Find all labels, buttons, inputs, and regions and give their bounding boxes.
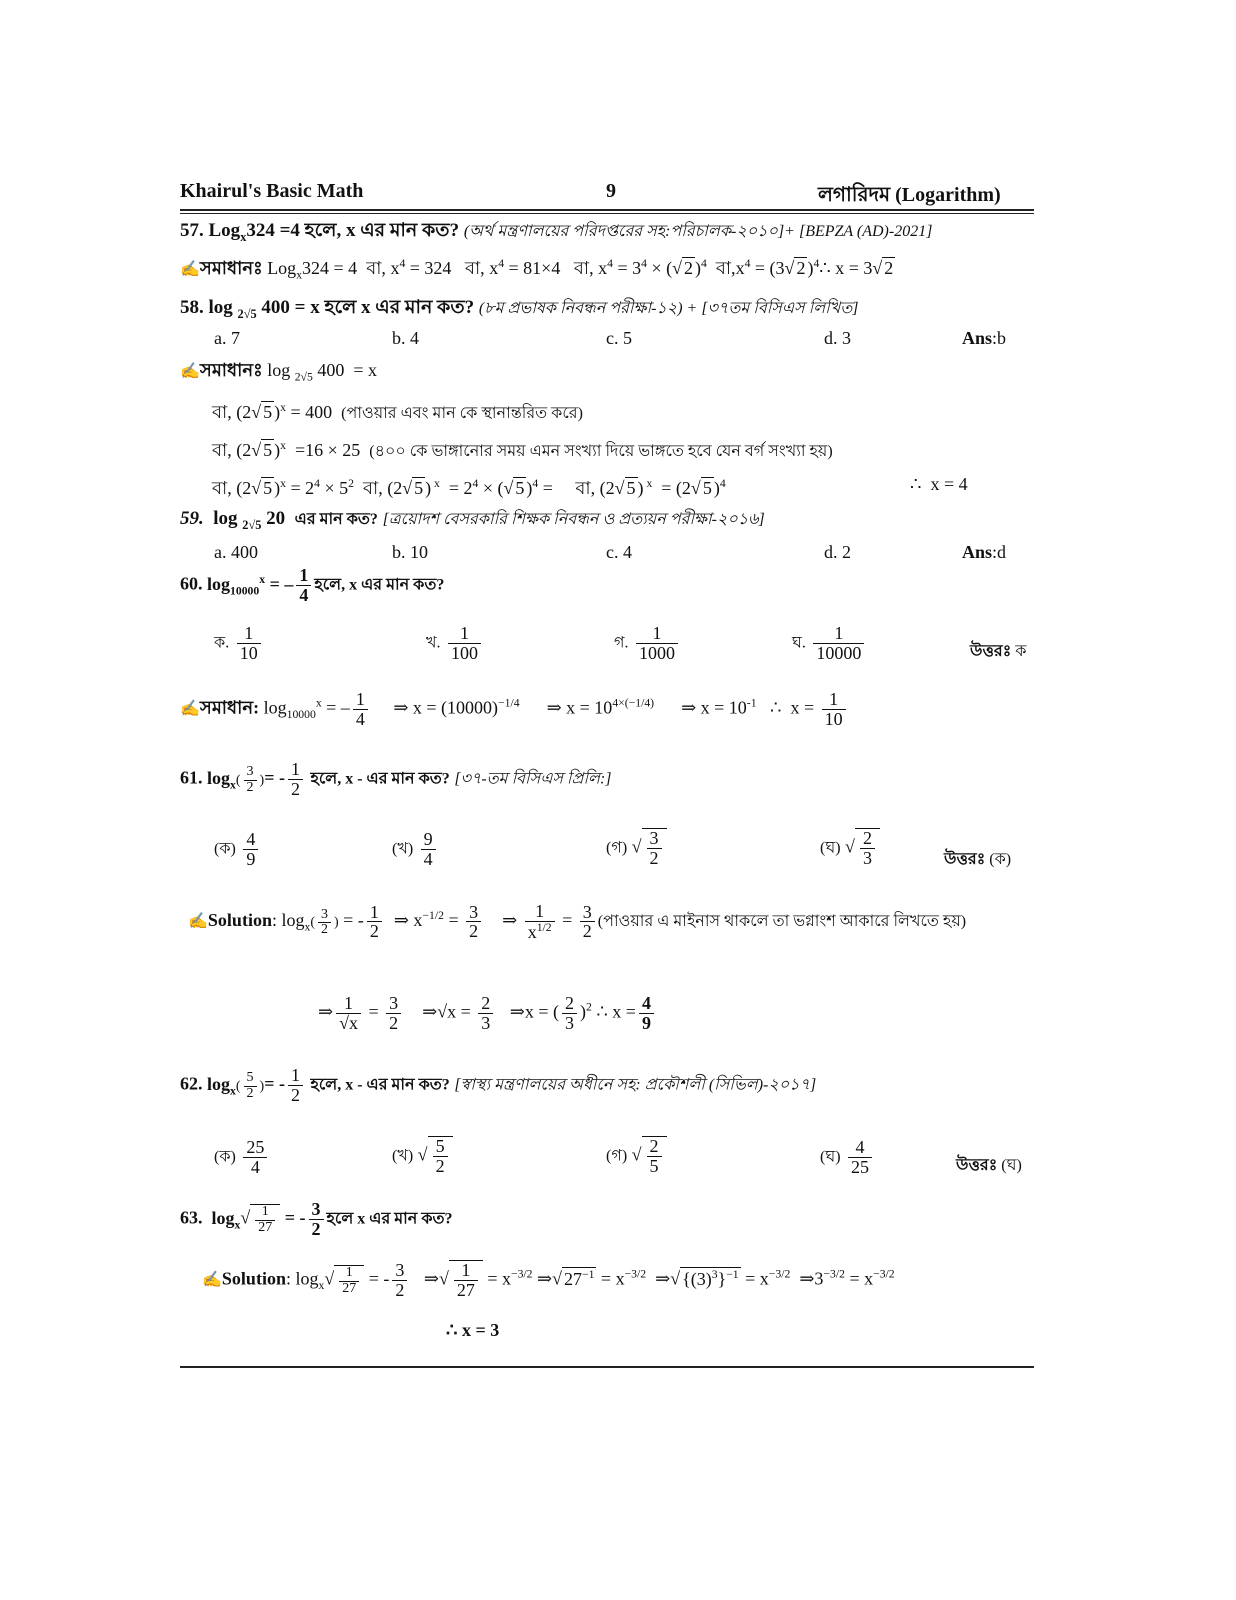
solution-58-step2: বা, (2√ 5 )$^x$ =16 × 25 (৪০০ কে ভাঙ্গানোর সময় এমন সংখ্যা দিয়ে ভাঙ্গতে হবে যেন বর্গ সংখ্যা হয়) (212, 439, 833, 460)
question-number: 57. (180, 220, 204, 241)
answer: উত্তরঃ (ঘ) (956, 1157, 1022, 1174)
question-source: [স্বাস্থ্য মন্ত্রণালয়ের অধীনে সহ: প্রকৌশলী (সিভিল)-২০১৭] (454, 1076, 817, 1094)
question-source: (অর্থ মন্ত্রণালয়ের পরিদপ্তরের সহ:পরিচালক-২০১০]+ [BEPZA (AD)-2021] (463, 223, 933, 240)
question-58: 58. log $_{2√5}$ 400 = x হলে x এর মান কত? (৮ম প্রভাষক নিবন্ধন পরীক্ষা-১২) + [৩৭তম বিসিএস লিখিত] (180, 297, 859, 321)
solution-label: Solution (207, 910, 272, 931)
option-gha: ঘ. $\frac{1}{10000}$ (792, 624, 867, 663)
question-number: 62. (180, 1073, 203, 1094)
header-rule (180, 209, 1034, 211)
solution-63: ✍Solution: $\log_x√$ $\frac{1}{27}$ = - $\frac{3}{2}$ ⇒√ $\frac{1}{27}$ = $x^{-3/2}$ ⇒√ $27^{-1} = x^{-3/2}$ ⇒√ $\{(3)^3\}^{-1} = x^{-3/2}$ $\Rightarrow 3^{-3/2} = x^{-3/2}$ (202, 1260, 895, 1300)
pen-icon: ✍ (188, 913, 208, 931)
question-60: 60. $\log_{10000}^x$ = – $\frac{1}{4}$ হলে, x এর মান কত? (180, 565, 445, 605)
question-source: (৮ম প্রভাষক নিবন্ধন পরীক্ষা-১২) + [৩৭তম বিসিএস লিখিত] (478, 300, 859, 317)
question-text: হলে x এর মান কত? (326, 1210, 453, 1228)
solution-58-result: ∴ x = 4 (910, 474, 968, 494)
option-gha: (ঘ) $\frac{4}{25}$ (820, 1138, 875, 1177)
solution-label: সমাধানঃ (199, 360, 263, 380)
solution-57: ✍সমাধানঃ Log$_x$324 = 4 বা, $x^4 = 324$ বা, $x^4 = 81\times 4$ বা, $x^4 = 3^4$ × (√ 2 )$^4$ $বা,x^4 = (3√$ 2 )$^4$∴ x = 3√ 2 (180, 257, 894, 282)
option-a: a. 400 (214, 542, 258, 562)
solution-label: Solution (221, 1268, 286, 1289)
solution-58-step1: বা, (2√ 5 )$^x$ = 400 (পাওয়ার এবং মান কে স্থানান্তরিত করে) (212, 401, 583, 422)
pen-icon: ✍ (180, 261, 200, 278)
solution-61-step2: ⇒ $\frac{1}{√x}$ = $\frac{3}{2}$ ⇒√x = $\frac{2}{3}$ ⇒x = ( $\frac{2}{3}$ )$^2$ ∴ x = $\frac{4}{9}$ (318, 994, 657, 1033)
question-text: = x হলে x এর মান কত? (294, 297, 475, 318)
pen-icon: ✍ (180, 363, 200, 380)
question-number: 63. (180, 1207, 203, 1228)
option-a: a. 7 (214, 328, 240, 348)
pen-icon: ✍ (202, 1271, 222, 1289)
solution-61: ✍Solution: $\log_x$( $\frac{3}{2}$ ) = - $\frac{1}{2}$ ⇒ $x^{-1/2}$ = $\frac{3}{2}$ ⇒ $\frac{1}{x^{1/2}}$ = $\frac{3}{2}$ (পাওয়ার এ মাইনাস থাকলে তা ভগ্নাংশ আকারে লিখতে হয়) (188, 901, 967, 942)
option-kha: খ. $\frac{1}{100}$ (426, 624, 484, 663)
pen-icon: ✍ (180, 700, 200, 718)
option-ga: (গ) √ $\frac{2}{5}$ (606, 1136, 667, 1176)
question-text: হলে, x এর মান কত? (314, 576, 445, 594)
option-d: d. 3 (824, 328, 851, 348)
solution-58: ✍সমাধানঃ log $_{2√5}$ 400 = x (180, 360, 377, 384)
answer: উত্তরঃ ক (970, 643, 1027, 660)
question-text: এর মান কত? (294, 511, 378, 528)
footer-rule (180, 1366, 1034, 1368)
question-number: 60. (180, 573, 203, 594)
option-b: b. 4 (392, 328, 419, 348)
option-d: d. 2 (824, 542, 851, 562)
option-c: c. 4 (606, 542, 632, 562)
page-number: 9 (606, 180, 616, 202)
option-b: b. 10 (392, 542, 428, 562)
solution-label: সমাধানঃ (199, 258, 263, 278)
question-63: 63. $\log_x√$ $\frac{1}{27}$ = - $\frac{3}{2}$ হলে x এর মান কত? (180, 1199, 453, 1239)
option-kha: (খ) $\frac{9}{4}$ (392, 830, 439, 869)
answer: Ans:b (962, 328, 1007, 348)
question-61: 61. $\log_x$( $\frac{3}{2}$ )= - $\frac{1}{2}$ হলে, x - এর মান কত? [৩৭-তম বিসিএস প্রিলি:] (180, 759, 612, 799)
option-ka: ক. $\frac{1}{10}$ (214, 624, 264, 663)
question-source: [৩৭-তম বিসিএস প্রিলি:] (454, 770, 612, 788)
solution-60: ✍সমাধান: $\log_{10000}^x$ = – $\frac{1}{4}$ ⇒ $x = (10000)^{-1/4}$ ⇒ $x = 10^{4\times(-1/4)}$ ⇒ $x = 10^{-1}$ ∴ x = $\frac{1}{10}$ (180, 690, 849, 729)
book-title: Khairul's Basic Math (180, 180, 364, 202)
option-ka: (ক) $\frac{25}{4}$ (214, 1138, 270, 1177)
question-62: 62. $\log_x$( $\frac{5}{2}$ )= - $\frac{1}{2}$ হলে, x - এর মান কত? [স্বাস্থ্য মন্ত্রণালয়ের অধীনে সহ: প্রকৌশলী (সিভিল)-২০১৭] (180, 1065, 817, 1105)
header-rule-thin (180, 213, 1034, 214)
option-ga: গ. $\frac{1}{1000}$ (614, 624, 681, 663)
option-ga: (গ) √ $\frac{3}{2}$ (606, 828, 667, 868)
solution-58-step3: বা, (2√ 5 )$^x = 2^4 \times 5^2$ বা, (2√ 5 ) $^x = 2^4$ × (√ 5 )$^4$ = বা, (2√ 5 ) $^x$ = (2√ 5 )$^4$ (212, 477, 726, 498)
option-ka: (ক) $\frac{4}{9}$ (214, 830, 261, 869)
question-text: =4 হলে, x এর মান কত? (279, 220, 460, 241)
answer: Ans:d (962, 542, 1007, 562)
option-gha: (ঘ) √ $\frac{2}{3}$ (820, 828, 880, 868)
question-source: [ত্রয়োদশ বেসরকারি শিক্ষক নিবন্ধন ও প্রত্যয়ন পরীক্ষা-২০১৬] (382, 511, 765, 528)
option-c: c. 5 (606, 328, 632, 348)
question-number: 61. (180, 767, 203, 788)
solution-label: সমাধান: (199, 697, 260, 718)
option-kha: (খ) √ $\frac{5}{2}$ (392, 1136, 453, 1176)
question-57: 57. Log$_x$324 =4 হলে, x এর মান কত? (অর্থ মন্ত্রণালয়ের পরিদপ্তরের সহ:পরিচালক-২০১০]+ [BEPZA (AD)-2021] (180, 220, 933, 244)
question-number: 59. (180, 508, 204, 529)
question-text: হলে, x - এর মান কত? (310, 770, 450, 788)
chapter-title: লগারিদম (Logarithm) (818, 184, 1001, 206)
question-number: 58. (180, 297, 204, 318)
solution-63-result: ∴ x = 3 (446, 1320, 500, 1340)
question-text: হলে, x - এর মান কত? (310, 1076, 450, 1094)
question-59: 59. log $_{2√5}$ 20 এর মান কত? [ত্রয়োদশ বেসরকারি শিক্ষক নিবন্ধন ও প্রত্যয়ন পরীক্ষা-২০১৬] (180, 508, 765, 532)
answer: উত্তরঃ (ক) (944, 851, 1012, 868)
